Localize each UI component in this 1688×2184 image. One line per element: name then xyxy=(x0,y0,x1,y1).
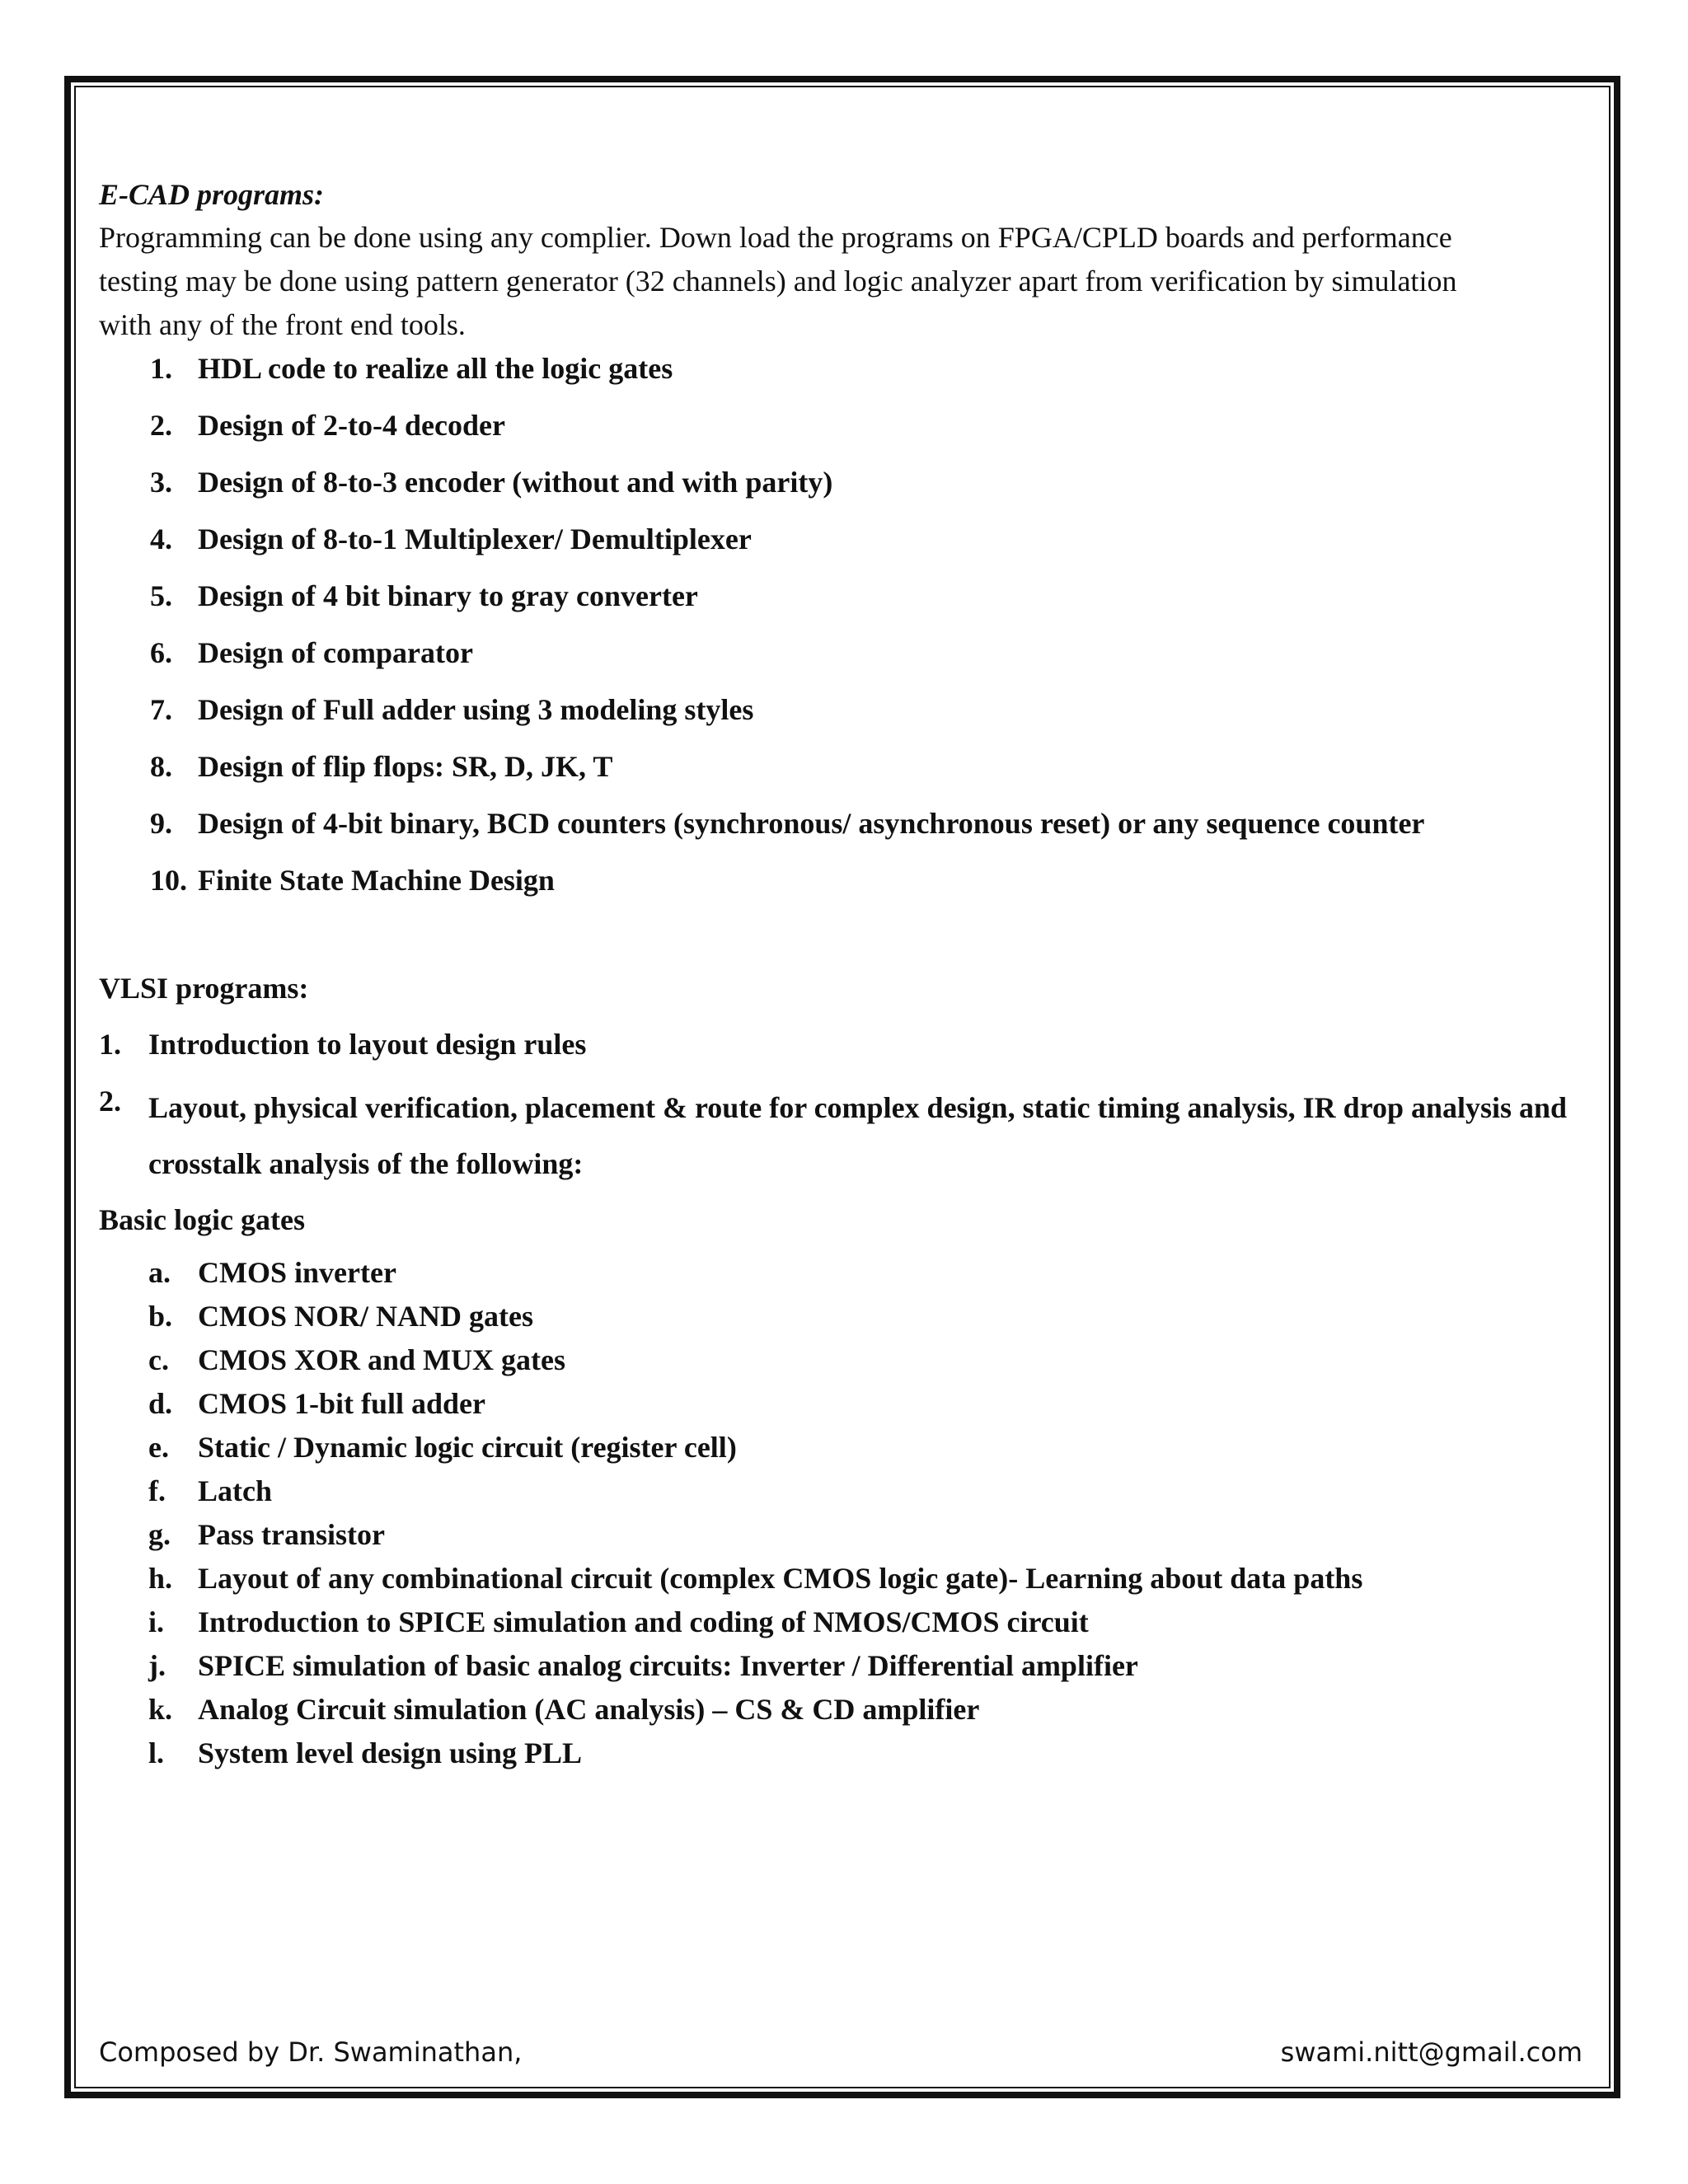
list-item xyxy=(99,574,1582,617)
ecad-program-list xyxy=(99,347,1582,902)
list-item xyxy=(99,1251,1582,1294)
basic-logic-gates-list xyxy=(99,1251,1582,1774)
list-item xyxy=(99,1080,1582,1192)
list-item-text: Design of comparator xyxy=(198,636,473,669)
list-item xyxy=(99,688,1582,731)
list-item-text: CMOS NOR/ NAND gates xyxy=(198,1300,533,1333)
list-item-letter: f. xyxy=(148,1474,166,1507)
list-item xyxy=(99,1644,1582,1687)
list-item-text: Design of 2-to-4 decoder xyxy=(198,409,505,442)
list-item xyxy=(99,859,1582,902)
list-item-number: 1. xyxy=(150,352,172,385)
list-item-text: Design of 4 bit binary to gray converter xyxy=(198,579,698,612)
ecad-section-title: E-CAD programs: xyxy=(99,178,325,211)
footer-author: Composed by Dr. Swaminathan, xyxy=(99,2036,523,2068)
list-item-number: 10. xyxy=(150,864,187,897)
list-item xyxy=(99,1426,1582,1469)
basic-logic-gates-heading: Basic logic gates xyxy=(99,1203,305,1236)
footer-email: swami.nitt@gmail.com xyxy=(1280,2036,1582,2068)
list-item-text: CMOS 1-bit full adder xyxy=(198,1387,486,1420)
list-item-letter: e. xyxy=(148,1431,169,1464)
list-item xyxy=(99,631,1582,674)
list-item-text: Layout of any combinational circuit (complex CMOS logic gate)- Learning about data paths xyxy=(198,1562,1363,1595)
vlsi-section-title: VLSI programs: xyxy=(99,972,309,1005)
list-item-letter: i. xyxy=(148,1605,165,1638)
list-item-letter: l. xyxy=(148,1736,165,1769)
list-item xyxy=(99,1382,1582,1425)
list-item-text: Analog Circuit simulation (AC analysis) – CS & CD amplifier xyxy=(198,1693,980,1726)
list-item-number: 6. xyxy=(150,636,172,669)
list-item-number: 5. xyxy=(150,579,172,612)
list-item-text: Design of Full adder using 3 modeling styles xyxy=(198,693,754,726)
list-item xyxy=(99,1557,1582,1600)
list-item-text: SPICE simulation of basic analog circuits: Inverter / Differential amplifier xyxy=(198,1649,1138,1682)
list-item-text: CMOS inverter xyxy=(198,1256,396,1289)
list-item-text: Design of 8-to-1 Multiplexer/ Demultiplexer xyxy=(198,523,752,555)
list-item-number: 1. xyxy=(99,1028,121,1061)
list-item-text: CMOS XOR and MUX gates xyxy=(198,1343,565,1376)
list-item-text: Design of flip flops: SR, D, JK, T xyxy=(198,750,613,783)
list-item-number: 4. xyxy=(150,523,172,555)
document-body xyxy=(99,173,1582,1775)
list-item-letter: c. xyxy=(148,1343,169,1376)
section-spacer xyxy=(99,916,1582,967)
list-item-number: 3. xyxy=(150,466,172,499)
list-item xyxy=(99,745,1582,788)
list-item-letter: k. xyxy=(148,1693,173,1726)
list-item-number: 2. xyxy=(150,409,172,442)
list-item-text: Design of 8-to-3 encoder (without and with parity) xyxy=(198,466,833,499)
list-item xyxy=(99,1469,1582,1512)
list-item xyxy=(99,1688,1582,1731)
list-item-text: Finite State Machine Design xyxy=(198,864,555,897)
list-item xyxy=(99,1513,1582,1556)
list-item xyxy=(99,404,1582,447)
vlsi-program-list xyxy=(99,1023,1582,1192)
list-item xyxy=(99,1023,1582,1066)
list-item-letter: h. xyxy=(148,1562,173,1595)
list-item xyxy=(99,347,1582,390)
list-item-number: 8. xyxy=(150,750,172,783)
list-item-text: HDL code to realize all the logic gates xyxy=(198,352,673,385)
list-item xyxy=(99,1338,1582,1381)
list-item-letter: g. xyxy=(148,1518,171,1551)
list-item xyxy=(99,1732,1582,1774)
list-item-number: 2. xyxy=(99,1085,121,1118)
ecad-intro-paragraph: Programming can be done using any complier. Down load the programs on FPGA/CPLD boards and performance testing may be done using pattern generator (32 channels) and logic analyzer apart from verification by simulation with any of the front end tools. xyxy=(99,221,1457,341)
list-item-text: Pass transistor xyxy=(198,1518,385,1551)
list-item-number: 7. xyxy=(150,693,172,726)
list-item xyxy=(99,1295,1582,1338)
list-item-text: System level design using PLL xyxy=(198,1736,583,1769)
list-item-letter: a. xyxy=(148,1256,171,1289)
list-item-text: Latch xyxy=(198,1474,272,1507)
list-item-text: Introduction to layout design rules xyxy=(148,1028,587,1061)
list-item-text: Introduction to SPICE simulation and coding of NMOS/CMOS circuit xyxy=(198,1605,1089,1638)
list-item-letter: b. xyxy=(148,1300,173,1333)
list-item xyxy=(99,461,1582,504)
list-item xyxy=(99,802,1582,845)
list-item-text: Design of 4-bit binary, BCD counters (synchronous/ asynchronous reset) or any sequence counter xyxy=(198,807,1425,840)
list-item-letter: d. xyxy=(148,1387,173,1420)
list-item xyxy=(99,1601,1582,1643)
list-item xyxy=(99,518,1582,560)
list-item-number: 9. xyxy=(150,807,172,840)
list-item-text: Layout, physical verification, placement & route for complex design, static timing analysis, IR drop analysis and crosstalk analysis of the following: xyxy=(148,1091,1568,1180)
list-item-text: Static / Dynamic logic circuit (register cell) xyxy=(198,1431,737,1464)
list-item-letter: j. xyxy=(148,1649,166,1682)
